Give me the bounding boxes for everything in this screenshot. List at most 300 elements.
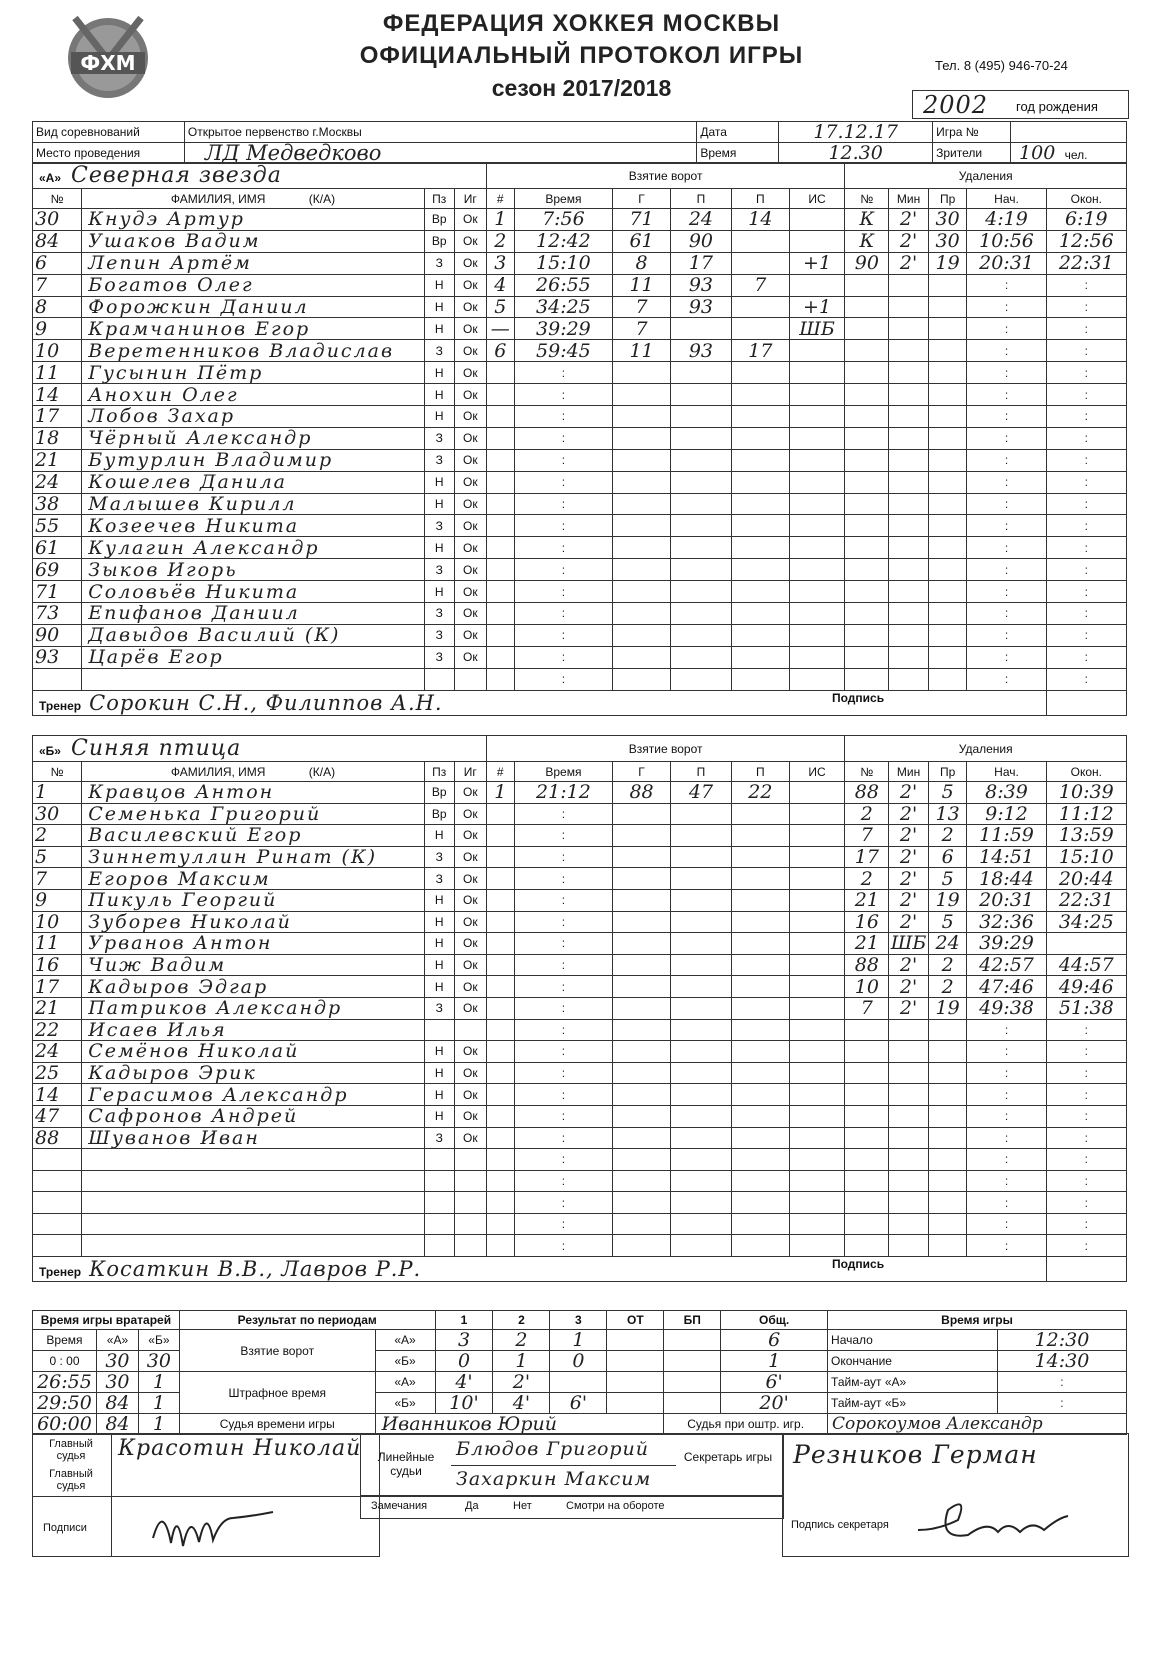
coach-value: Сорокин С.Н., Филиппов А.Н. [89,690,443,715]
penalty-end: 20:44 [1046,868,1126,890]
goal-time-colon: : [514,868,612,890]
player-name: Чёрный Александр [82,427,425,449]
penalty-reason [928,1149,967,1171]
goal-number: 4 [486,274,514,296]
gk-row-0-b: 30 [138,1351,179,1372]
penalty-minutes: 2' [889,846,929,868]
col-pen-end: Окон. [1046,189,1126,209]
spectators-label: Зрители [933,143,1011,164]
secretary-signature-icon [908,1490,1078,1550]
goal-assist-2 [731,646,789,668]
goal-scorer [613,868,671,890]
goal-time: 39:29 [514,318,612,340]
player-position: Н [424,1041,454,1063]
goal-time-colon: : [514,493,612,515]
penalty-start: 10:56 [967,230,1046,252]
player-position: Н [424,825,454,847]
penalty-start-colon: : [967,1127,1046,1149]
player-position: Н [424,1062,454,1084]
penalty-minutes [889,624,929,646]
col-ka-label: (К/А) [308,191,336,206]
player-played: Ок [454,868,486,890]
penalty-player [845,603,889,625]
team-tag: «Б» [39,744,61,758]
player-number: 17 [33,406,82,428]
player-row [33,209,1127,231]
player-row [33,296,1127,318]
penalty-minutes [889,340,929,362]
goal-time-colon: : [514,911,612,933]
goal-assist-1: 47 [670,782,731,804]
penalty-player: 2 [845,868,889,890]
goal-assist-2 [731,230,789,252]
col-no: № [33,762,82,782]
goal-scorer [613,1041,671,1063]
penalty-start: 20:31 [967,889,1046,911]
player-played [454,1213,486,1235]
goal-number [486,537,514,559]
goal-number [486,954,514,976]
goals-a-ot [607,1330,664,1351]
player-row [33,1019,1127,1041]
goal-strength [789,624,845,646]
col-goal-num: # [486,189,514,209]
goal-assist-2 [731,954,789,976]
timeout-a-label: Тайм-аут «А» [828,1372,998,1393]
goals-a-p1: 3 [435,1330,493,1351]
penalty-minutes: 2' [889,230,929,252]
goal-assist-1: 93 [670,340,731,362]
signs-label: Подписи [43,1522,87,1534]
goal-strength [789,668,845,690]
venue-value: ЛД Медведково [184,143,696,164]
gk-a-header: «А» [96,1330,138,1351]
svg-text:ФХМ: ФХМ [80,51,136,75]
player-name: Зыков Игорь [82,559,425,581]
penalty-reason: 2 [928,954,967,976]
penalty-end-colon: : [1046,493,1126,515]
col-goal-p1: П [670,189,731,209]
pim-a-p2: 2' [493,1372,550,1393]
goal-number [486,624,514,646]
goal-strength: ШБ [789,318,845,340]
penalty-reason [928,1170,967,1192]
player-position: З [424,603,454,625]
goals-b-ot [607,1351,664,1372]
penalty-start: 18:44 [967,868,1046,890]
penalty-end-colon: : [1046,1019,1126,1041]
penalties-title: Удаления [845,163,1127,189]
player-name: Семёнов Николай [82,1041,425,1063]
penalty-start-colon: : [967,384,1046,406]
player-played: Ок [454,581,486,603]
goal-number [486,1170,514,1192]
player-position [424,1149,454,1171]
gk-row-0-time: 0 : 00 [33,1351,97,1372]
penalty-reason: 5 [928,868,967,890]
goal-strength [789,1149,845,1171]
penalty-minutes [889,515,929,537]
goals-title: Взятие ворот [486,736,845,762]
player-name: Малышев Кирилл [82,493,425,515]
player-name: Сафронов Андрей [82,1105,425,1127]
goal-scorer [613,515,671,537]
penalty-start: 42:57 [967,954,1046,976]
goal-number [486,1084,514,1106]
penalty-minutes [889,471,929,493]
goal-number [486,559,514,581]
goal-strength [789,449,845,471]
goal-assist-2 [731,846,789,868]
player-row [33,252,1127,274]
gk-time-title: Время игры вратарей [33,1311,180,1330]
goal-assist-1 [670,559,731,581]
gk-time-header: Время [33,1330,97,1351]
goal-assist-1 [670,318,731,340]
divider-label-col [111,1434,112,1556]
goal-number [486,362,514,384]
penalty-reason: 19 [928,252,967,274]
penalty-player [845,559,889,581]
title-protocol: ОФИЦИАЛЬНЫЙ ПРОТОКОЛ ИГРЫ [359,42,804,69]
penalty-end-colon: : [1046,1235,1126,1257]
player-number: 47 [33,1105,82,1127]
player-number: 69 [33,559,82,581]
goal-time-colon: : [514,1084,612,1106]
penalty-reason [928,318,967,340]
penalty-reason [928,1019,967,1041]
goal-scorer [613,449,671,471]
period-title: Результат по периодам [179,1311,435,1330]
spectators-unit: чел. [1064,148,1088,162]
penalty-reason [928,1213,967,1235]
penalty-player: 7 [845,997,889,1019]
linesmen-label: Линейные судьи [377,1450,435,1478]
penalty-judge-label: Судья при оштр. игр. [664,1414,828,1435]
goal-assist-1 [670,668,731,690]
player-position: Вр [424,209,454,231]
goal-scorer [613,1062,671,1084]
player-row [33,274,1127,296]
penalty-minutes [889,427,929,449]
team-sign-label: Подпись [832,1257,885,1272]
goal-scorer [613,471,671,493]
goal-assist-2 [731,427,789,449]
goal-strength [789,1213,845,1235]
goal-strength [789,782,845,804]
player-played: Ок [454,803,486,825]
goal-assist-1 [670,1213,731,1235]
gk-b-header: «Б» [138,1330,179,1351]
goals-b-total: 1 [721,1351,828,1372]
timeout-b-label: Тайм-аут «Б» [828,1393,998,1414]
goal-scorer [613,537,671,559]
referee-signature-icon [143,1498,283,1554]
player-number: 7 [33,868,82,890]
penalty-reason [928,603,967,625]
player-name: Патриков Александр [82,997,425,1019]
goal-number [486,976,514,998]
penalty-player [845,384,889,406]
goal-number [486,889,514,911]
competition-label: Вид соревнований [33,122,185,143]
goal-strength [789,362,845,384]
penalty-player [845,1105,889,1127]
remarks-no: Нет [513,1500,532,1512]
penalty-reason [928,668,967,690]
player-number: 21 [33,449,82,471]
time-label: Время [697,143,779,164]
goal-time-colon: : [514,1170,612,1192]
player-name: Зуборев Николай [82,911,425,933]
player-row [33,362,1127,384]
goal-number: 2 [486,230,514,252]
player-name [82,1170,425,1192]
coach-label: Тренер [39,698,82,713]
player-row [33,911,1127,933]
goal-scorer [613,976,671,998]
goal-scorer [613,997,671,1019]
player-played: Ок [454,624,486,646]
player-name: Шуванов Иван [82,1127,425,1149]
goal-assist-2 [731,449,789,471]
penalty-minutes [889,668,929,690]
goal-assist-1: 24 [670,209,731,231]
period-1-header: 1 [435,1311,493,1330]
goal-number [486,1235,514,1257]
goal-scorer [613,1149,671,1171]
goal-assist-1 [670,997,731,1019]
goal-assist-1 [670,825,731,847]
goal-strength [789,471,845,493]
penalty-end-colon: : [1046,427,1126,449]
pim-a-p3 [550,1372,607,1393]
goal-time: 59:45 [514,340,612,362]
goal-assist-2 [731,603,789,625]
remarks-see-back: Смотри на обороте [566,1500,665,1512]
player-played [454,1170,486,1192]
goal-assist-1: 90 [670,230,731,252]
team-a-block [32,162,1127,716]
penalty-player [845,340,889,362]
penalty-player [845,471,889,493]
player-name: Исаев Илья [82,1019,425,1041]
goal-scorer: 7 [613,318,671,340]
player-position: Н [424,954,454,976]
player-played [454,1019,486,1041]
goal-time: 26:55 [514,274,612,296]
player-number [33,1192,82,1214]
goal-number [486,1192,514,1214]
player-position: Н [424,1084,454,1106]
goal-assist-1 [670,1062,731,1084]
player-played: Ок [454,559,486,581]
player-row [33,889,1127,911]
goal-time-colon: : [514,976,612,998]
col-pen-end: Окон. [1046,762,1126,782]
player-played [454,1192,486,1214]
pim-row-label: Штрафное время [179,1372,375,1414]
player-position [424,1192,454,1214]
goal-scorer: 7 [613,296,671,318]
end-label: Окончание [828,1351,998,1372]
goal-scorer [613,846,671,868]
penalty-reason [928,1192,967,1214]
remarks-label: Замечания [371,1500,428,1512]
penalty-reason [928,1062,967,1084]
penalty-start-colon: : [967,515,1046,537]
goal-strength: +1 [789,252,845,274]
player-played: Ок [454,493,486,515]
goal-time-colon: : [514,1235,612,1257]
game-time-title: Время игры [828,1311,1127,1330]
penalty-start: 14:51 [967,846,1046,868]
penalty-minutes [889,1149,929,1171]
penalty-minutes [889,296,929,318]
penalty-end [1046,933,1126,955]
player-number: 38 [33,493,82,515]
player-position: З [424,646,454,668]
goal-number [486,471,514,493]
penalty-player [845,1019,889,1041]
goal-scorer: 11 [613,274,671,296]
goal-number [486,1127,514,1149]
player-name: Давыдов Василий (К) [82,624,425,646]
goal-strength [789,646,845,668]
goal-number [486,911,514,933]
player-row [33,1213,1127,1235]
penalty-start-colon: : [967,581,1046,603]
player-row [33,846,1127,868]
penalty-reason: 2 [928,976,967,998]
goal-time-colon: : [514,1149,612,1171]
pim-b-bp [664,1393,721,1414]
player-row [33,493,1127,515]
penalty-player: 10 [845,976,889,998]
col-name-label: ФАМИЛИЯ, ИМЯ [170,191,266,206]
col-name [82,189,425,209]
player-number: 6 [33,252,82,274]
goal-assist-1: 17 [670,252,731,274]
goal-strength [789,868,845,890]
goals-b-p2: 1 [493,1351,550,1372]
player-name: Лепин Артём [82,252,425,274]
player-name: Соловьёв Никита [82,581,425,603]
penalty-minutes [889,537,929,559]
player-name: Герасимов Александр [82,1084,425,1106]
gk-row-3-a: 84 [96,1414,138,1435]
player-number: 10 [33,911,82,933]
goal-assist-2 [731,889,789,911]
title-season: сезон 2017/2018 [491,75,672,101]
goal-scorer: 71 [613,209,671,231]
goal-strength [789,340,845,362]
player-number [33,1149,82,1171]
penalty-player [845,1127,889,1149]
col-goal-g: Г [613,762,671,782]
penalty-minutes: 2' [889,825,929,847]
goal-scorer [613,559,671,581]
penalty-minutes [889,581,929,603]
penalty-reason: 19 [928,889,967,911]
pim-a-ot [607,1372,664,1393]
phone: Тел. 8 (495) 946-70-24 [935,58,1068,73]
penalty-reason [928,362,967,384]
goal-scorer [613,427,671,449]
penalty-start-colon: : [967,1213,1046,1235]
player-number: 84 [33,230,82,252]
goal-assist-1 [670,646,731,668]
meta-table [32,121,1127,164]
goal-assist-1 [670,471,731,493]
period-2-header: 2 [493,1311,550,1330]
secretary-box [782,1433,1129,1557]
player-row [33,825,1127,847]
goal-assist-1 [670,976,731,998]
goal-number [486,1105,514,1127]
pim-b-total: 20' [721,1393,828,1414]
penalty-player [845,1192,889,1214]
player-played: Ок [454,1105,486,1127]
penalty-player [845,274,889,296]
penalty-start-colon: : [967,1084,1046,1106]
penalty-reason: 5 [928,782,967,804]
goal-assist-2 [731,1127,789,1149]
penalty-player: 88 [845,954,889,976]
penalty-minutes: 2' [889,976,929,998]
penalty-player: К [845,209,889,231]
date-label: Дата [697,122,779,143]
pim-b-p2: 4' [493,1393,550,1414]
player-name: Кулагин Александр [82,537,425,559]
player-number: 10 [33,340,82,362]
penalty-reason [928,1235,967,1257]
goal-time-colon: : [514,427,612,449]
goal-time-colon: : [514,933,612,955]
player-position [424,668,454,690]
end-value: 14:30 [997,1351,1126,1372]
goal-time-colon: : [514,384,612,406]
penalty-end-colon: : [1046,1105,1126,1127]
penalty-minutes [889,1041,929,1063]
goal-scorer [613,362,671,384]
goal-strength [789,803,845,825]
player-name: Кошелев Данила [82,471,425,493]
penalty-minutes [889,1192,929,1214]
player-name: Пикуль Георгий [82,889,425,911]
player-number: 14 [33,384,82,406]
goal-time-colon: : [514,624,612,646]
venue-label: Место проведения [33,143,185,164]
penalty-minutes [889,1062,929,1084]
time-judge-value: Иванников Юрий [375,1414,664,1435]
col-no: № [33,189,82,209]
player-played: Ок [454,209,486,231]
goal-assist-1 [670,1127,731,1149]
player-name [82,668,425,690]
penalty-reason: 19 [928,997,967,1019]
player-number: 55 [33,515,82,537]
player-played: Ок [454,515,486,537]
player-name: Семенька Григорий [82,803,425,825]
goal-time-colon: : [514,471,612,493]
player-row [33,1149,1127,1171]
goal-assist-2 [731,296,789,318]
goal-time-colon: : [514,559,612,581]
penalty-reason [928,493,967,515]
goal-scorer [613,1235,671,1257]
gk-row-2-a: 84 [96,1393,138,1414]
